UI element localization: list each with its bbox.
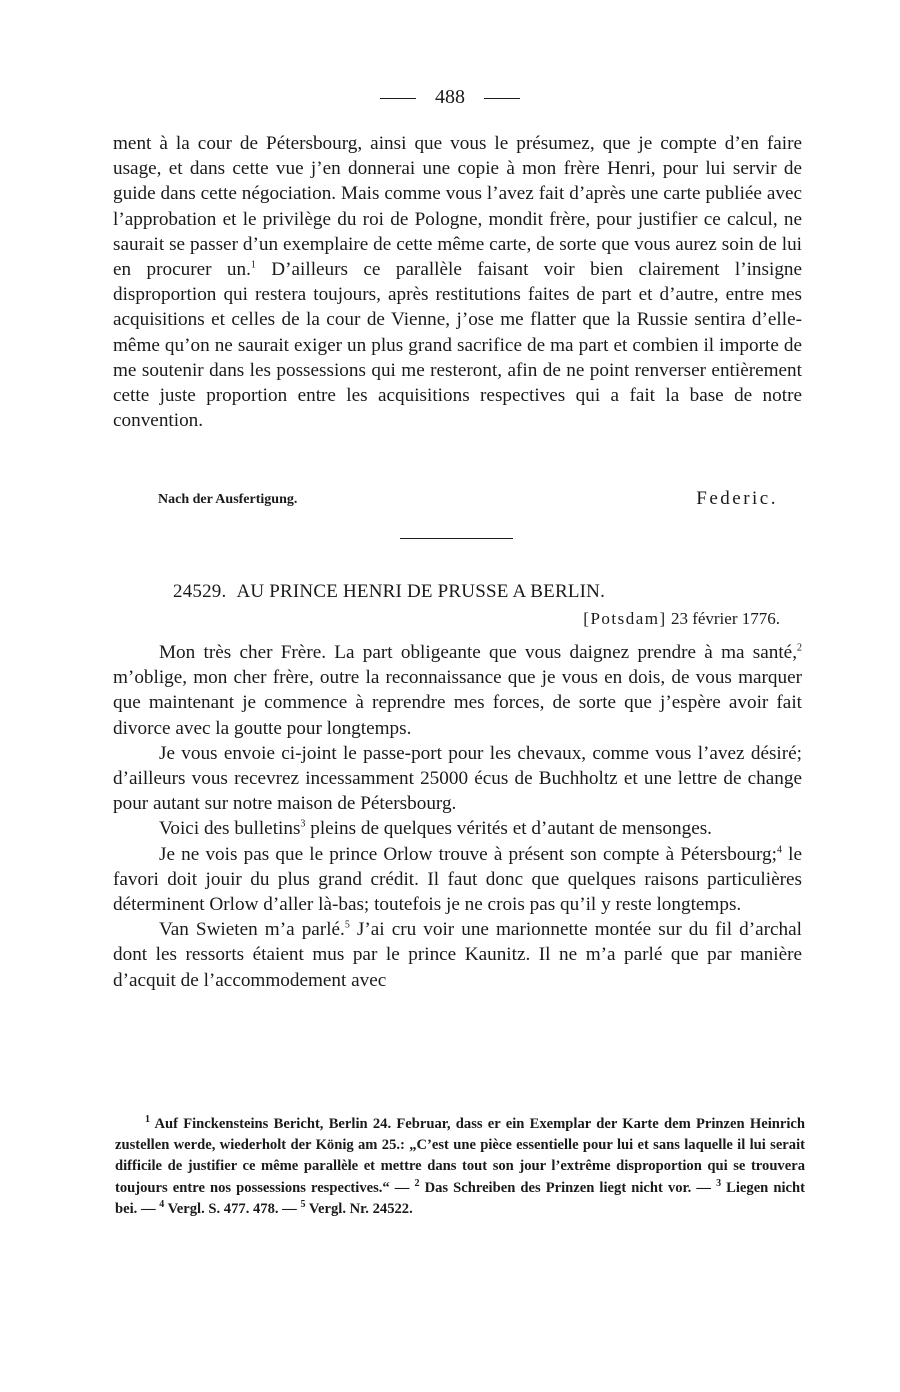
footnote-block	[115, 1114, 805, 1220]
paragraph-5-start: Van Swieten m’a parlé.	[159, 919, 345, 941]
continuation-text	[113, 131, 802, 433]
footnote-ref-1: 1	[250, 259, 256, 271]
footnote-ref-5: 5	[344, 919, 350, 931]
letter-paragraph-1	[113, 640, 802, 741]
page-number: 488	[435, 86, 465, 108]
paragraph-3-start: Voici des bulletins	[159, 818, 301, 840]
letter-paragraph-3	[113, 816, 802, 841]
footnotes	[115, 1114, 805, 1220]
page-header	[0, 86, 900, 109]
footnote-1: Auf Finckensteins Bericht, Berlin 24. Februar, dass er ein Exemplar der Karte dem Prinzen Heinrich zustellen werde, wiederholt der König am 25.: „C’est une pièce essentielle pour lui et sans laquelle il lui serait difficile de justifier ce même parallèle et mettre dans tout son jour l’extrême disproportion qui se trouvera toujours entre nos possessions respectives.“ —	[115, 1116, 805, 1196]
header-dash-left	[380, 98, 416, 99]
continuation-paragraph	[113, 131, 802, 433]
source-note: Nach der Ausfertigung.	[158, 492, 298, 507]
footnote-4-mark: 4	[159, 1198, 165, 1210]
footnote-ref-4: 4	[776, 844, 782, 856]
footnote-1-mark: 1	[145, 1114, 150, 1126]
footnote-2-mark: 2	[414, 1177, 420, 1189]
signature-row	[158, 488, 778, 514]
letter-date: 23 février 1776.	[670, 609, 780, 628]
footnote-5: Vergl. Nr. 24522.	[308, 1200, 413, 1217]
paragraph-1-rest: m’oblige, mon cher frère, outre la reconnaissance que je vous en dois, de vous marquer que maintenant je commence à reprendre mes forces, de sorte que j’espère avoir fait divorce avec la goutte pour longtemps.	[113, 667, 802, 739]
continuation-paragraph-rest: D’ailleurs ce parallèle faisant voir bien clairement l’insigne disproportion qui restera toujours, après restitutions faites de part et d’autre, entre mes acquisitions et celles de la cour de Vienne, j’ose me flatter que la Russie sentira d’elle-même qu’on ne saurait exiger un plus grand sacrifice de ma part et combien il importe de me soutenir dans les possessions qui me resteront, afin de ne point renverser entièrement cette juste proportion entre les acquisitions respectives qui a fait la base de notre convention.	[113, 259, 803, 432]
letter-place: [Potsdam]	[583, 609, 667, 628]
letter-dateline	[583, 609, 780, 629]
paragraph-4-start: Je ne vois pas que le prince Orlow trouve à présent son compte à Pétersbourg;	[159, 843, 777, 865]
paragraph-5-rest: J’ai cru voir une marionnette montée sur du fil d’archal dont les ressorts étaient mus par le prince Kaunitz. Il ne m’a parlé que par manière d’acquit de l’accommodement avec	[113, 919, 803, 991]
paragraph-3-rest: pleins de quelques vérités et d’autant de mensonges.	[310, 818, 712, 840]
letter-number: 24529.	[173, 581, 227, 602]
letter-paragraph-5	[113, 917, 802, 993]
footnote-4: Vergl. S. 477. 478. —	[167, 1200, 297, 1217]
letter-paragraph-2: Je vous envoie ci-joint le passe-port pour les chevaux, comme vous l’avez désiré; d’ailleurs vous recevrez incessamment 25000 écus de Buchholtz et une lettre de change pour autant sur notre maison de Pétersbourg.	[113, 742, 802, 815]
letter-title: AU PRINCE HENRI DE PRUSSE A BERLIN.	[236, 581, 606, 602]
paragraph-4-rest: le favori doit jouir du plus grand crédit. Il faut donc que quelques raisons particulières déterminent Orlow d’aller là-bas; toutefois je ne crois pas qu’il y reste longtemps.	[113, 843, 803, 916]
footnote-3-mark: 3	[716, 1177, 722, 1189]
header-dash-right	[484, 98, 520, 99]
footnote-5-mark: 5	[300, 1198, 306, 1210]
footnote-ref-2: 2	[797, 642, 802, 654]
footnote-2: Das Schreiben des Prinzen liegt nicht vor. —	[424, 1179, 711, 1196]
letter-heading	[173, 581, 773, 603]
continuation-paragraph-start: ment à la cour de Pétersbourg, ainsi que vous le présumez, que je compte d’en faire usage, et dans cette vue j’en donnerai une copie à mon frère Henri, pour lui servir de guide dans cette négociation. Mais comme vous l’avez fait d’après une carte publiée avec l’approbation et le privilège du roi de Pologne, mondit frère, pour justifier ce calcul, ne saurait se passer d’un exemplaire de cette même carte, de sorte que vous aurez soin de lui en procurer un.	[113, 133, 802, 281]
letter-body	[113, 640, 802, 993]
letter-paragraph-4	[113, 842, 802, 918]
signature: Federic.	[696, 488, 778, 509]
section-divider	[400, 538, 513, 539]
footnote-3: Liegen nicht bei. —	[115, 1179, 805, 1217]
paragraph-1-start: Mon très cher Frère. La part obligeante que vous daignez prendre à ma santé,	[159, 642, 797, 663]
footnote-ref-3: 3	[300, 819, 306, 831]
